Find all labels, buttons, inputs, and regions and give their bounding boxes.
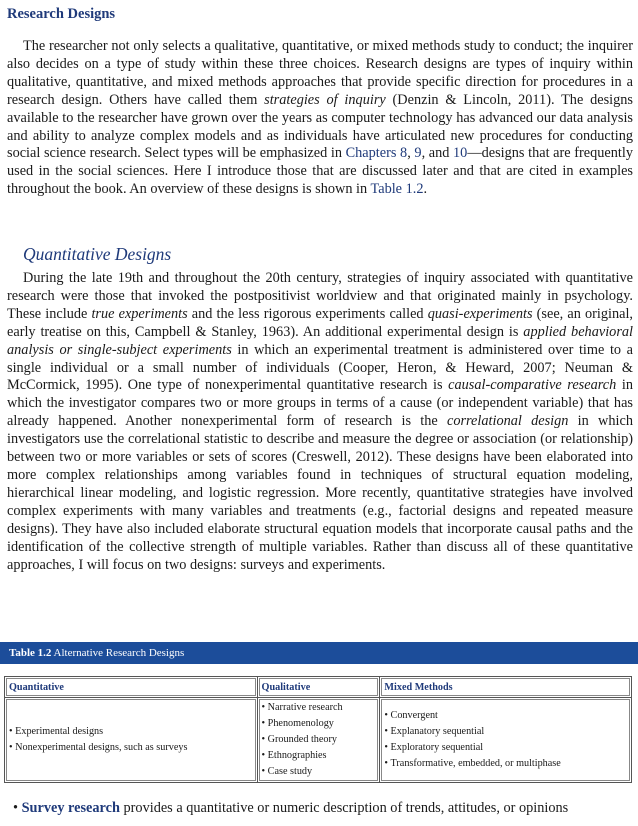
list-item: • Grounded theory (262, 732, 376, 748)
cell-mixed-methods (380, 698, 632, 783)
link-table-1-2[interactable]: Table 1.2 (370, 181, 424, 198)
cell-qualitative (257, 698, 380, 783)
quantitative-paragraph (7, 270, 633, 574)
list-item: • Exploratory sequential (384, 740, 627, 756)
intro-sep-2: , and (421, 145, 454, 162)
list-item: • Explanatory sequential (384, 724, 627, 740)
quant-italic-4: causal-comparative research (448, 377, 617, 394)
header-qualitative: Qualitative (257, 677, 380, 698)
intro-sep-1: , (407, 145, 415, 162)
quant-italic-2: quasi-experiments (427, 305, 533, 322)
subheading-quantitative-designs: Quantitative Designs (23, 244, 172, 264)
cell-quantitative (5, 698, 258, 783)
intro-text-c: —designs that are frequently used in the social sciences. Here I introduce those that are discussed later and that are cited in examples throughout the book. An overview of these designs is shown in (7, 145, 633, 198)
table-row (5, 698, 632, 783)
quant-text-4: in which an experimental treatment is administered over time to a single individual or a small number of individuals (Cooper, Heron, & Heward, 2007; Neuman & McCormick, 1995). One type of nonexperimental quantitative research is (7, 341, 633, 394)
header-quantitative: Quantitative (5, 677, 258, 698)
table-header-row (5, 677, 632, 698)
intro-text-a: The researcher not only selects a qualitative, quantitative, or mixed methods study to conduct; the inquirer also decides on a type of study within these three choices. Research designs are types of inquiry within qualitative, quantitative, and mixed methods approaches that provide specific direction for procedures in a research design. Others have called them (7, 38, 633, 108)
quant-text-1: During the late 19th and throughout the 20th century, strategies of inquiry associated with quantitative research were those that invoked the postpositivist worldview and that originated mainly in psychology. These include (7, 270, 633, 322)
link-chapter-8[interactable]: Chapters 8 (345, 145, 408, 162)
table-caption-title: Alternative Research Designs (51, 647, 185, 659)
research-designs-table (4, 676, 632, 783)
quant-italic-1: true experiments (91, 305, 188, 322)
survey-research-term: Survey research (21, 800, 120, 816)
intro-paragraph (7, 38, 633, 199)
intro-text-b: (Denzin & Lincoln, 2011). The designs available to the researcher have grown over the years as computer technology has advanced our data analysis and ability to analyze complex models and as individuals have articulated new procedures for conducting social science research. Select types will be emphasized in (7, 91, 633, 162)
table-caption-label: Table 1.2 (9, 647, 52, 659)
list-item: • Narrative research (262, 700, 376, 716)
quant-text-5: in which the investigator compares two or more groups in terms of a cause (or independent variable) that has already happened. Another nonexperimental form of research is the (7, 377, 633, 430)
link-chapter-9[interactable]: 9 (414, 145, 422, 162)
table-caption (0, 642, 638, 664)
intro-italic-strategies: strategies of inquiry (264, 91, 386, 108)
survey-research-bullet (13, 800, 633, 818)
quant-text-2: and the less rigorous experiments called (187, 305, 428, 322)
survey-research-text: provides a quantitative or numeric description of trends, attitudes, or opinions (119, 800, 569, 816)
intro-text-d: . (423, 181, 428, 198)
quant-text-3: (see, an original, early treatise on this, Campbell & Stanley, 1963). An additional experimental design is (7, 305, 633, 340)
list-item: • Convergent (384, 708, 627, 724)
table-1-2 (0, 642, 638, 777)
list-item: • Case study (262, 764, 376, 780)
list-item: • Experimental designs (9, 724, 253, 740)
header-mixed-methods: Mixed Methods (380, 677, 632, 698)
quant-italic-3: applied behavioral analysis or single-subject experiments (7, 323, 633, 358)
list-item: • Transformative, embedded, or multiphase (384, 756, 627, 772)
list-item: • Nonexperimental designs, such as surveys (9, 740, 253, 756)
section-heading: Research Designs (7, 6, 116, 22)
quant-text-6: in which investigators use the correlational statistic to describe and measure the degree or association (or relationship) between two or more variables or sets of scores (Creswell, 2012). These designs have been elaborated into more complex relationships among variables found in techniques of structural equation modeling, hierarchical linear modeling, and logistic regression. More recently, quantitative strategies have involved complex experiments with many variables and treatments (e.g., factorial designs and repeated measure designs). They have also included elaborate structural equation models that incorporate causal paths and the identification of the collective strength of multiple variables. Rather than discuss all of these quantitative approaches, I will focus on two designs: surveys and experiments. (7, 413, 633, 573)
list-item: • Ethnographies (262, 748, 376, 764)
quant-italic-5: correlational design (446, 413, 569, 430)
list-item: • Phenomenology (262, 716, 376, 732)
link-chapter-10[interactable]: 10 (453, 145, 468, 162)
bullet-icon: • (13, 800, 22, 816)
